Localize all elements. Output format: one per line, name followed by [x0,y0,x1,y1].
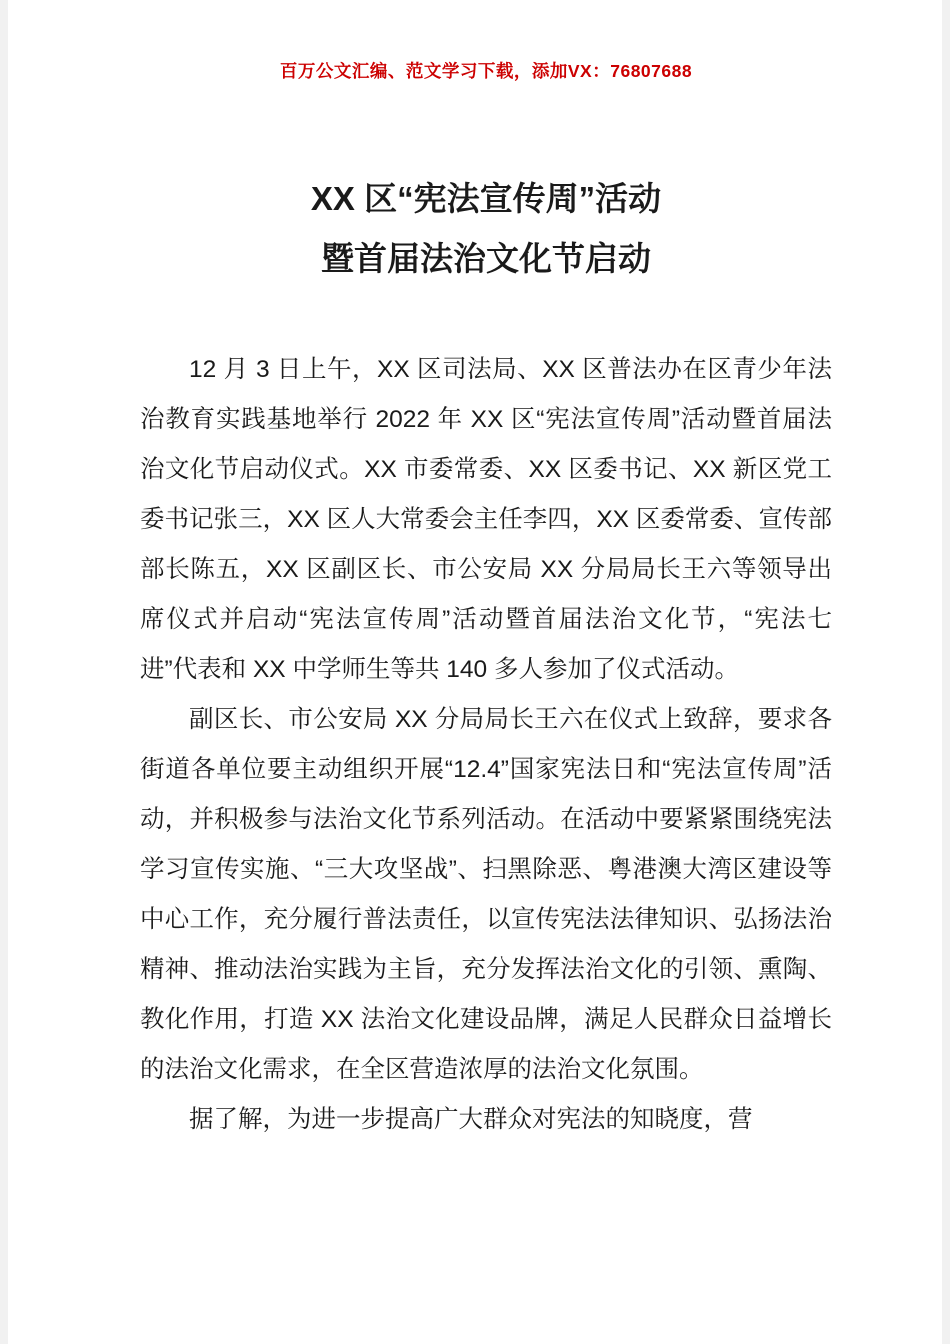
body-paragraph: 据了解，为进一步提高广大群众对宪法的知晓度，营 [189,1106,753,1133]
document-title-line1: XX 区“宪法宣传周”活动 [310,180,662,217]
document-title-line2: 暨首届法治文化节启动 [321,240,651,277]
document-body [140,345,832,1145]
header-notice: 百万公文汇编、范文学习下载，添加VX：76807688 [279,61,693,81]
document-page [8,0,942,1344]
body-paragraph: 12 月 3 日上午，XX 区司法局、XX 区普法办在区青少年法治教育实践基地举行 2022 年 XX 区“宪法宣传周”活动暨首届法治文化节启动仪式。XX 市委常委、XX 区委书记、XX 新区党工委书记张三，XX 区人大常委会主任李四，XX 区委常委、宣传部部长陈五，XX 区副区长、市公安局 XX 分局局长王六等领导出席仪式并启动“宪法宣传周”活动暨首届法治文化节，“宪法七进”代表和 XX 中学师生等共 140 多人参加了仪式活动。 [140,356,832,683]
body-paragraph: 副区长、市公安局 XX 分局局长王六在仪式上致辞，要求各街道各单位要主动组织开展“12.4”国家宪法日和“宪法宣传周”活动，并积极参与法治文化节系列活动。在活动中要紧紧围绕宪法学习宣传实施、“三大攻坚战”、扫黑除恶、粤港澳大湾区建设等中心工作，充分履行普法责任，以宣传宪法法律知识、弘扬法治精神、推动法治实践为主旨，充分发挥法治文化的引领、熏陶、教化作用，打造 XX 法治文化建设品牌，满足人民群众日益增长的法治文化需求，在全区营造浓厚的法治文化氛围。 [140,706,832,1083]
document-title [140,169,832,289]
